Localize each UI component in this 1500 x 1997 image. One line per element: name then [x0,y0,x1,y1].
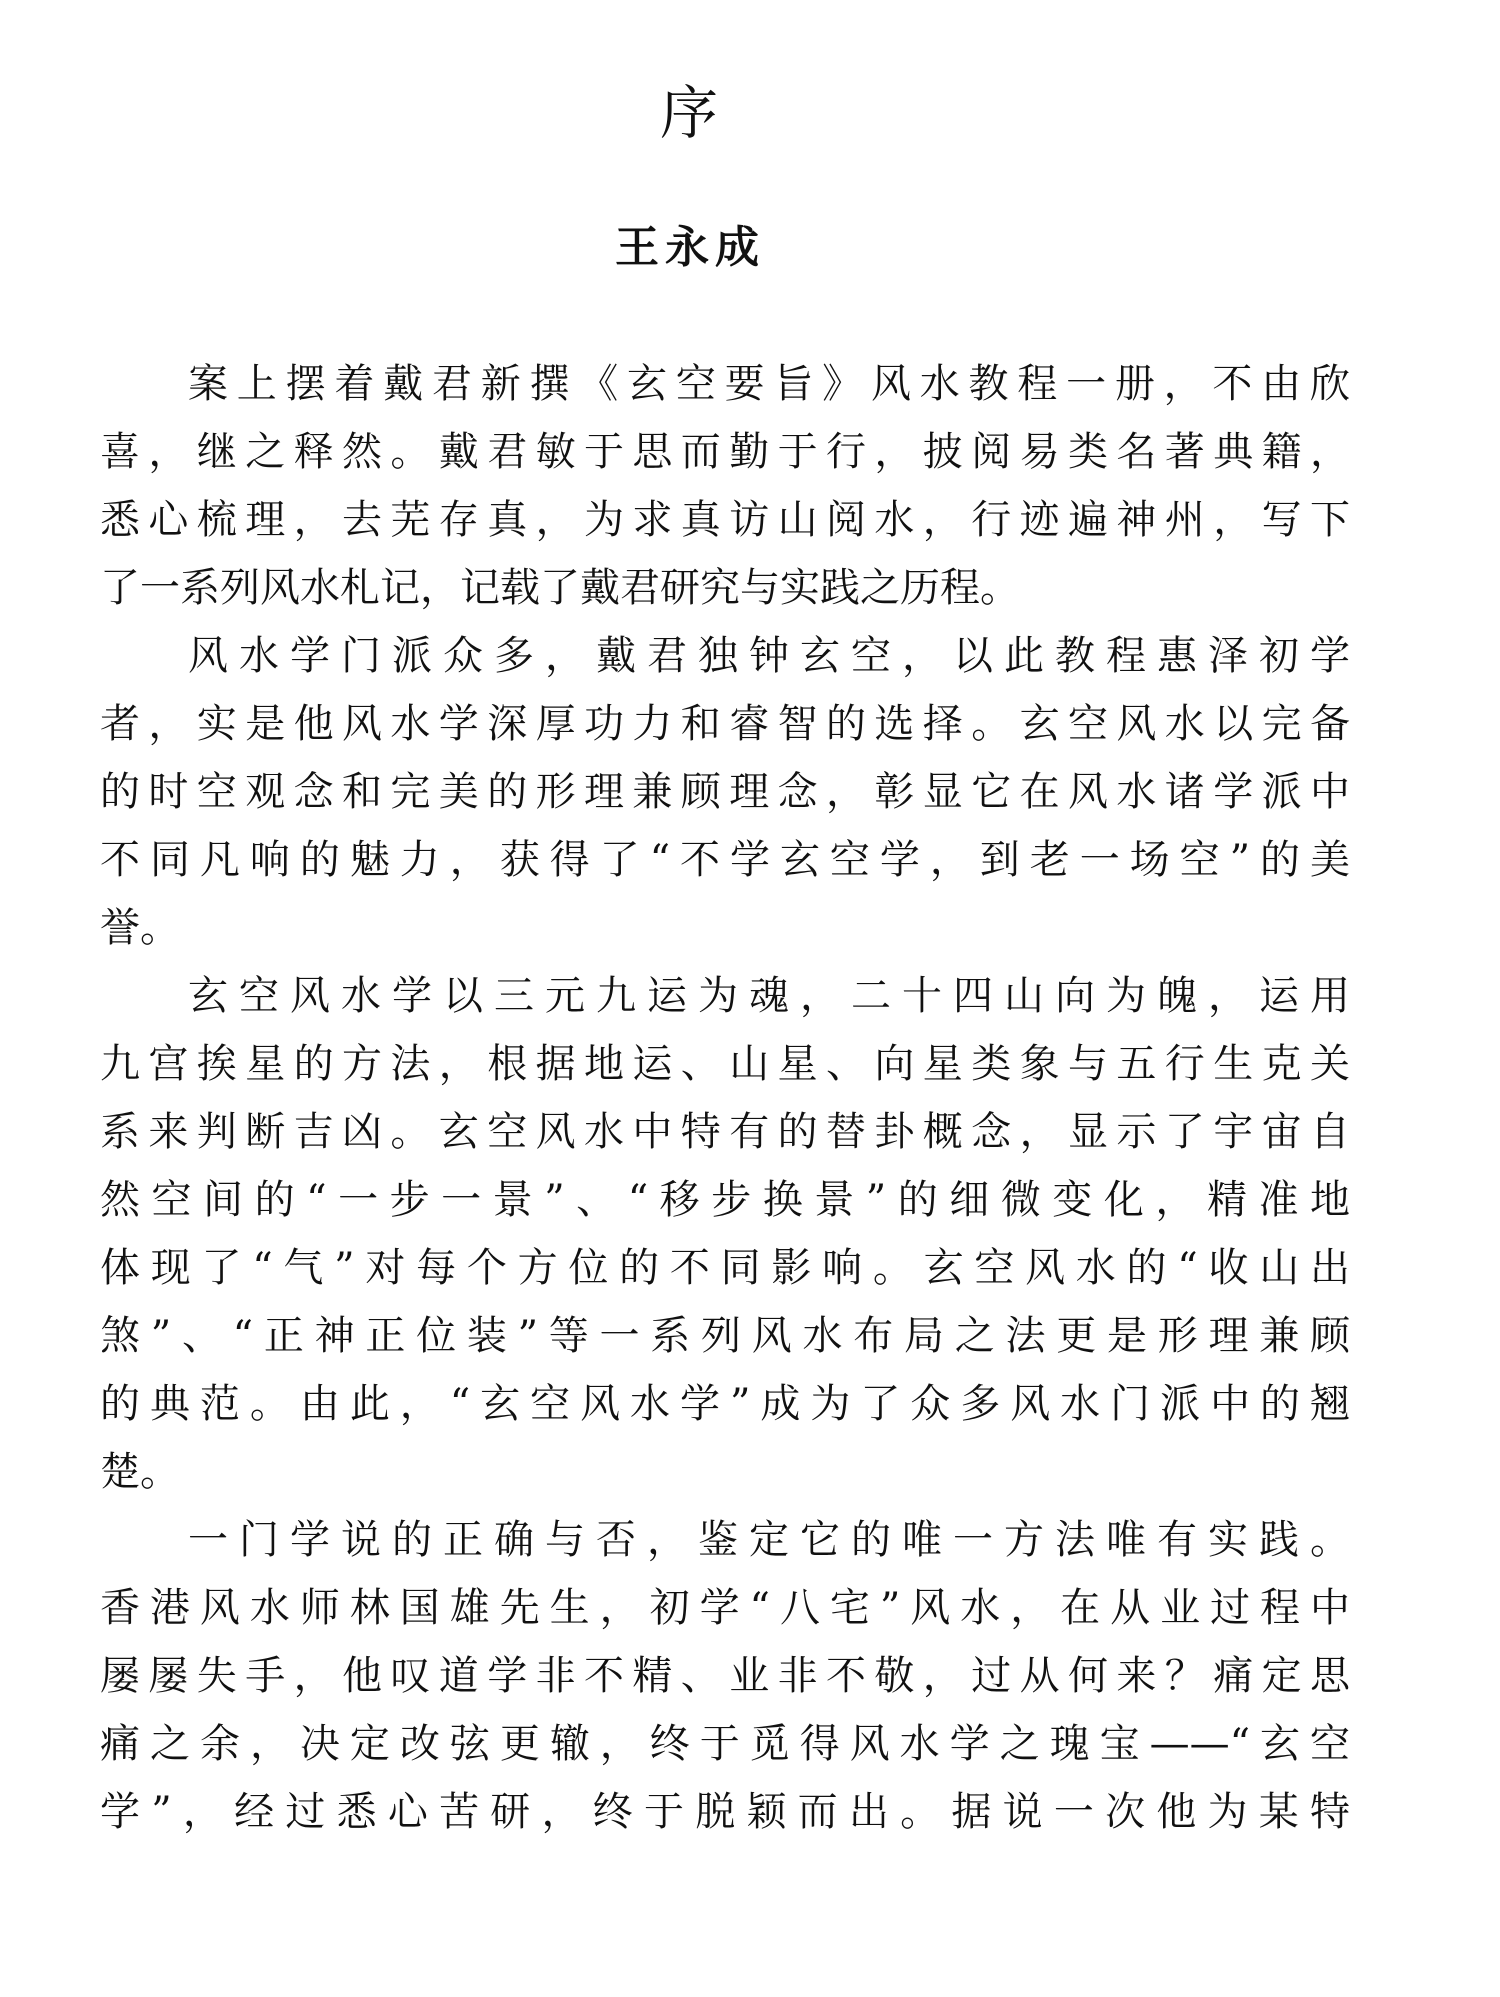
text-line: 香港风水师林国雄先生，初学“八宅”风水，在从业过程中 [100,1585,1350,1631]
text-line: 者，实是他风水学深厚功力和睿智的选择。玄空风水以完备 [100,701,1350,747]
author-name: 王永成 [615,222,765,273]
text-line: 一门学说的正确与否，鉴定它的唯一方法唯有实践。 [188,1517,1350,1563]
text-line: 玄空风水学以三元九运为魂，二十四山向为魄，运用 [188,973,1350,1019]
text-line: 体现了“气”对每个方位的不同影响。玄空风水的“收山出 [100,1245,1350,1291]
text-line: 案上摆着戴君新撰《玄空要旨》风水教程一册，不由欣 [188,361,1350,407]
text-line: 痛之余，决定改弦更辙，终于觅得风水学之瑰宝——“玄空 [100,1721,1350,1767]
text-line: 楚。 [100,1449,180,1495]
text-line: 煞”、“正神正位装”等一系列风水布局之法更是形理兼顾 [100,1313,1350,1359]
text-line: 学”，经过悉心苦研，终于脱颖而出。据说一次他为某特 [100,1789,1350,1835]
body-text [100,350,1350,1846]
text-line: 九宫挨星的方法，根据地运、山星、向星类象与五行生克关 [100,1041,1350,1087]
text-line: 风水学门派众多，戴君独钟玄空，以此教程惠泽初学 [188,633,1350,679]
text-line: 不同凡响的魅力，获得了“不学玄空学，到老一场空”的美 [100,837,1350,883]
text-line: 了一系列风水札记，记载了戴君研究与实践之历程。 [100,565,1020,611]
text-line: 然空间的“一步一景”、“移步换景”的细微变化，精准地 [100,1177,1350,1223]
text-line: 的典范。由此，“玄空风水学”成为了众多风水门派中的翘 [100,1381,1350,1427]
page-title: 序 [659,79,720,147]
text-line: 喜，继之释然。戴君敏于思而勤于行，披阅易类名著典籍， [100,429,1350,475]
text-line: 屡屡失手，他叹道学非不精、业非不敬，过从何来？痛定思 [100,1653,1350,1699]
text-line: 的时空观念和完美的形理兼顾理念，彰显它在风水诸学派中 [100,769,1350,815]
text-line: 悉心梳理，去芜存真，为求真访山阅水，行迹遍神州，写下 [100,497,1350,543]
text-line: 誉。 [100,905,180,951]
text-line: 系来判断吉凶。玄空风水中特有的替卦概念，显示了宇宙自 [100,1109,1350,1155]
